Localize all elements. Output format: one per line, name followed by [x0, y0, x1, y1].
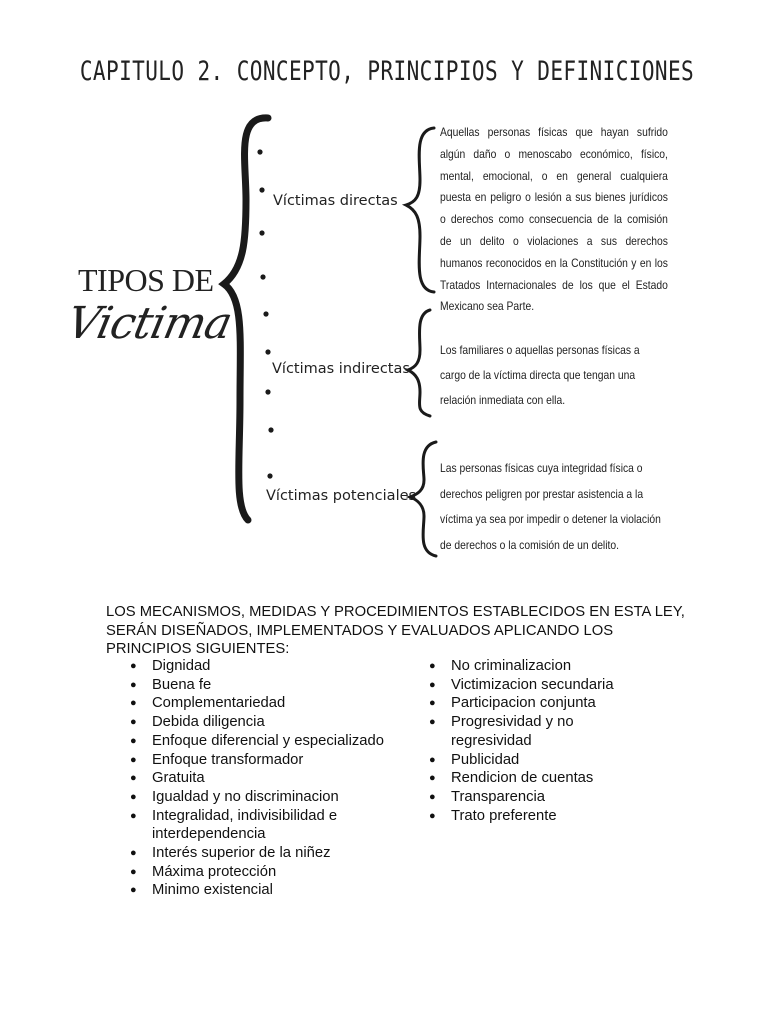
label-victimas-directas: Víctimas directas [273, 193, 398, 209]
description-directas: Aquellas personas físicas que hayan sufrido algún daño o menoscabo económico, físico, mental, emocional, o en general cualquiera puesta en peligro o lesión a sus bienes jurídicos o derechos como consecuencia de la comisión de un delito o violaciones a sus derechos humanos reconocidos en la Constitución y en los Tratados Internacionales de los que el Estado Mexicano sea Parte. [440, 125, 668, 314]
bullet-icon: ● [130, 865, 137, 878]
principles-intro: LOS MECANISMOS, MEDIDAS Y PROCEDIMIENTOS ESTABLECIDOS EN ESTA LEY, SERÁN DISEÑADOS, IMPLEMENTADOS Y EVALUADOS APLICANDO LOS PRINCIPIOS SIGUIENTES: [106, 604, 685, 657]
principle-item [130, 713, 392, 732]
label-victimas-indirectas: Víctimas indirectas [272, 361, 410, 377]
principle-text: Debida diligencia [152, 714, 265, 731]
principle-text: Publicidad [451, 751, 520, 768]
principle-item [130, 694, 392, 713]
principle-item [429, 657, 651, 676]
principle-text: Enfoque transformador [152, 751, 304, 768]
bullet-icon: ● [130, 716, 137, 729]
principle-item [429, 713, 651, 750]
principle-item [130, 844, 392, 863]
bullet-icon: ● [429, 772, 436, 785]
dot-markers [257, 149, 273, 478]
bullet-icon: ● [429, 697, 436, 710]
principle-item [429, 751, 651, 770]
principle-item [429, 676, 651, 695]
principle-text: Igualdad y no discriminacion [152, 788, 339, 805]
label-victimas-potenciales: Víctimas potenciales [266, 488, 417, 504]
bullet-icon: ● [130, 753, 137, 766]
victima-script-heading: Victima [62, 298, 236, 349]
page-title: CAPITULO 2. CONCEPTO, PRINCIPIOS Y DEFINICIONES [79, 56, 695, 87]
principle-item [130, 807, 392, 844]
principle-item [429, 788, 651, 807]
principle-item [429, 694, 651, 713]
principles-list-left [130, 657, 392, 900]
bullet-icon: ● [130, 884, 137, 897]
brace-directas-icon [406, 128, 434, 292]
principle-item [429, 769, 651, 788]
principle-text: Enfoque diferencial y especializado [152, 732, 384, 749]
principle-item [130, 657, 392, 676]
principle-text: Victimizacion secundaria [451, 676, 614, 693]
description-potenciales: Las personas físicas cuya integridad física o derechos peligren por prestar asistencia a la víctima ya sea por impedir o detener la violación de derechos o la comisión de un delito. [440, 461, 661, 552]
principle-text: Progresividad y no regresividad [451, 714, 574, 749]
principle-item [130, 788, 392, 807]
principle-text: Participacion conjunta [451, 695, 596, 712]
brace-indirectas-icon [408, 310, 430, 416]
principle-text: Interés superior de la niñez [152, 845, 331, 862]
bullet-icon: ● [429, 678, 436, 691]
bullet-icon: ● [429, 716, 436, 729]
principle-text: No criminalizacion [451, 658, 572, 674]
bullet-icon: ● [429, 790, 436, 803]
principle-text: Rendicion de cuentas [451, 770, 594, 787]
principle-text: Trato preferente [451, 807, 557, 824]
principle-text: Máxima protección [152, 863, 277, 880]
bullet-icon: ● [429, 660, 436, 672]
bullet-icon: ● [429, 753, 436, 766]
principle-item [130, 676, 392, 695]
bullet-icon: ● [130, 734, 137, 747]
bullet-icon: ● [130, 809, 137, 822]
principle-text: Gratuita [152, 770, 205, 787]
principles-list-right [429, 657, 651, 825]
principle-text: Minimo existencial [152, 882, 273, 899]
principle-text: Dignidad [152, 658, 211, 674]
principle-item [429, 807, 651, 826]
principle-item [130, 751, 392, 770]
principle-item [130, 732, 392, 751]
principle-text: Integralidad, indivisibilidad e interdependencia [152, 807, 338, 843]
bullet-icon: ● [130, 660, 137, 672]
description-indirectas: Los familiares o aquellas personas físicas a cargo de la víctima directa que tengan una relación inmediata con ella. [440, 343, 640, 407]
principle-text: Buena fe [152, 676, 212, 693]
tipos-heading: TIPOS DE [78, 262, 214, 298]
bullet-icon: ● [130, 697, 137, 710]
principle-text: Transparencia [451, 788, 546, 805]
bullet-icon: ● [429, 809, 436, 822]
bullet-icon: ● [130, 790, 137, 803]
principle-item [130, 769, 392, 788]
principle-text: Complementariedad [152, 695, 286, 712]
principle-item [130, 863, 392, 882]
bullet-icon: ● [130, 847, 137, 860]
bullet-icon: ● [130, 678, 137, 691]
bullet-icon: ● [130, 772, 137, 785]
principle-item [130, 881, 392, 900]
